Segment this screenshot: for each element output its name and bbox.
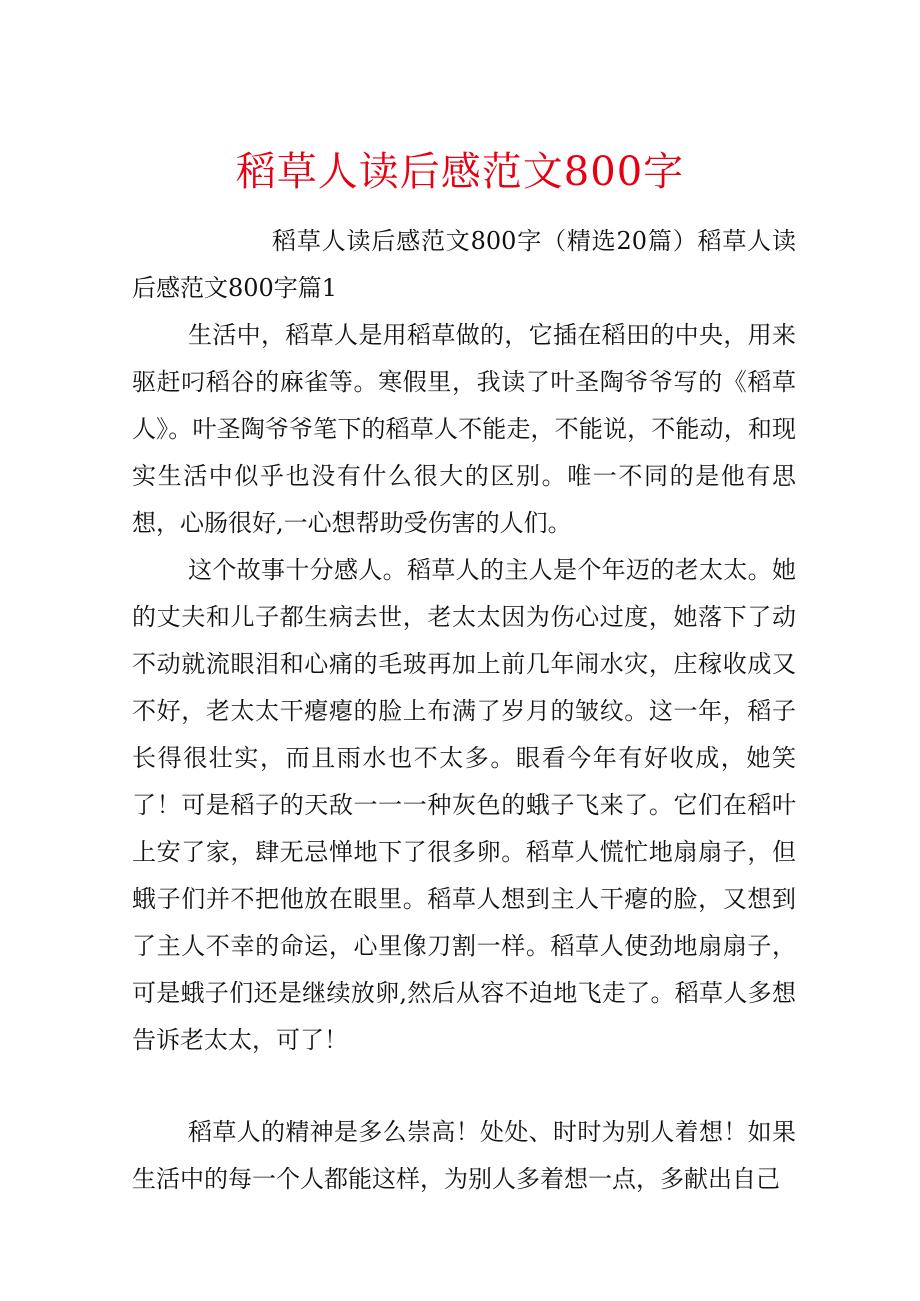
body-paragraph-3: 稻草人的精神是多么崇高！处处、时时为别人着想！如果生活中的每一个人都能这样，为别人多着想一点，多献出自己 [132,1118,796,1193]
intro-paragraph: 稻草人读后感范文800字（精选20篇）稻草人读后感范文800字篇1 [132,227,796,302]
body-paragraph-2: 这个故事十分感人。稻草人的主人是个年迈的老太太。她的丈夫和儿子都生病去世，老太太因为伤心过度，她落下了动不动就流眼泪和心痛的毛玻再加上前几年闹水灾，庄稼收成又不好，老太太干瘪瘪的脸上布满了岁月的皱纹。这一年，稻子长得很壮实，而且雨水也不太多。眼看今年有好收成，她笑了！可是稻子的天敌一一一种灰色的蛾子飞来了。它们在稻叶上安了家，肆无忌惮地下了很多卵。稻草人慌忙地扇扇子，但蛾子们并不把他放在眼里。稻草人想到主人干瘪的脸，又想到了主人不幸的命运，心里像刀割一样。稻草人使劲地扇扇子，可是蛾子们还是继续放卵,然后从容不迫地飞走了。稻草人多想告诉老太太，可了！ [132,556,796,1054]
body-paragraph-1: 生活中，稻草人是用稻草做的，它插在稻田的中央，用来驱赶叼稻谷的麻雀等。寒假里，我读了叶圣陶爷爷写的《稻草人》。叶圣陶爷爷笔下的稻草人不能走，不能说，不能动，和现实生活中似乎也没有什么很大的区别。唯一不同的是他有思想，心肠很好,一心想帮助受伤害的人们。 [132,321,796,537]
document-title: 稻草人读后感范文800字 [235,149,685,195]
